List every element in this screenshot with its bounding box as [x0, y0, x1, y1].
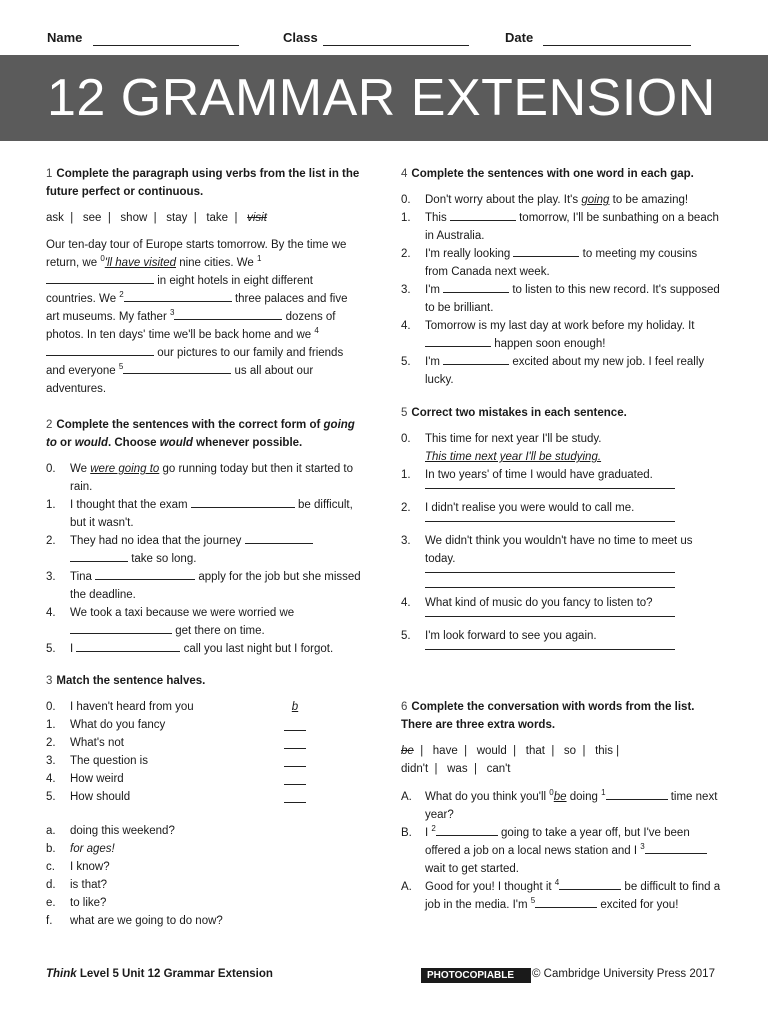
- exercise-1-instruction: 1 Complete the paragraph using verbs from the list in the future perfect or continuous.: [46, 168, 360, 198]
- exercise-4-item: 5. I'm excited about my new job. I feel really lucky.: [401, 353, 723, 389]
- exercise-4-item: 3. I'm to listen to this new record. It's supposed to be brilliant.: [401, 281, 723, 317]
- page-footer: [46, 968, 726, 984]
- exercise-3: [46, 672, 364, 930]
- class-field[interactable]: [323, 45, 469, 46]
- gap[interactable]: [70, 550, 128, 562]
- answer-line[interactable]: [425, 488, 675, 489]
- exercise-5-item: 5. I'm look forward to see you again.: [401, 630, 597, 642]
- match-answer-blank[interactable]: [284, 734, 306, 749]
- exercise-4-item: 2. I'm really looking to meeting my cousins from Canada next week.: [401, 245, 723, 281]
- match-ending: c. I know?: [46, 861, 110, 873]
- class-label: Class: [283, 30, 318, 45]
- gap-2[interactable]: [124, 290, 232, 302]
- gap[interactable]: [76, 640, 180, 652]
- date-label: Date: [505, 30, 534, 45]
- answer-line[interactable]: [425, 587, 675, 588]
- example-answer: 'll have visited: [104, 257, 177, 269]
- exercise-1-word-list: ask | see | show | stay | take | visit: [46, 212, 267, 224]
- footer-book-title: Think Level 5 Unit 12 Grammar Extension: [46, 968, 273, 980]
- gap[interactable]: [443, 281, 509, 293]
- conversation-line: B. I $^2$ going to take a year off, but I've been offered a job on a local news station and I $^3$ wait to get started.: [401, 824, 723, 878]
- gap-3[interactable]: [645, 842, 707, 854]
- exercise-2-item: 4. We took a taxi because we were worried we get there on time.: [46, 607, 295, 637]
- name-field[interactable]: [93, 45, 239, 46]
- gap[interactable]: [95, 568, 195, 580]
- match-ending: b. for ages!: [46, 843, 115, 855]
- match-ending: f. what are we going to do now?: [46, 915, 223, 927]
- gap[interactable]: [425, 335, 491, 347]
- match-ending: a. doing this weekend?: [46, 825, 175, 837]
- exercise-4-item: 1. This tomorrow, I'll be sunbathing on a beach in Australia.: [401, 209, 723, 245]
- match-item: 3. The question is: [46, 752, 364, 770]
- gap[interactable]: [70, 622, 172, 634]
- copyright-notice: © Cambridge University Press 2017: [532, 968, 715, 980]
- exercise-5-instruction: 5 Correct two mistakes in each sentence.: [401, 407, 627, 419]
- gap[interactable]: [191, 496, 295, 508]
- gap-5[interactable]: [535, 896, 597, 908]
- answer-line[interactable]: [425, 616, 675, 617]
- match-item: 5. How should: [46, 788, 364, 806]
- gap-3[interactable]: [174, 308, 282, 320]
- exercise-5-item: 0. This time for next year I'll be study. This time next year I'll be studying.: [401, 433, 602, 463]
- match-answer-blank[interactable]: [284, 788, 306, 803]
- match-ending: d. is that?: [46, 879, 108, 891]
- match-answer-blank[interactable]: [284, 752, 306, 767]
- exercise-6: [401, 698, 723, 914]
- exercise-5: [401, 404, 723, 650]
- answer-line[interactable]: [425, 572, 675, 573]
- exercise-2-item: 0. We were going to go running today but then it started to rain.: [46, 463, 354, 493]
- gap-1[interactable]: [606, 788, 668, 800]
- gap-1[interactable]: [46, 272, 154, 284]
- answer-line[interactable]: [425, 521, 675, 522]
- gap-4[interactable]: [559, 878, 621, 890]
- match-item: 1. What do you fancy: [46, 716, 364, 734]
- exercise-2: [46, 416, 364, 658]
- exercise-4-item: 0. Don't worry about the play. It's going to be amazing!: [401, 194, 689, 206]
- match-answer-blank[interactable]: [284, 770, 306, 785]
- exercise-5-item: 3. We didn't think you wouldn't have no time to meet us today.: [401, 535, 693, 565]
- page-title: 12 GRAMMAR EXTENSION: [47, 69, 716, 127]
- match-item: 2. What's not: [46, 734, 364, 752]
- exercise-2-item: 3. Tina apply for the job but she missed the deadline.: [46, 568, 364, 604]
- exercise-1-paragraph: Our ten-day tour of Europe starts tomorrow. By the time we return, we $^0$'ll have visited nine cities. We $^1$ in eight hotels in eight different countries. We $^2$ three palaces and five art museums. My father $^3$ dozens of photos. In ten days' time we'll be back home and we $^4$ our pictures to our family and friends and everyone $^5$ us all about our adventures.: [46, 239, 348, 395]
- conversation-line: A. What do you think you'll $^0$be doing $^1$ time next year?: [401, 788, 718, 821]
- student-details-header: [0, 30, 768, 50]
- exercise-1: [46, 165, 364, 398]
- gap[interactable]: [450, 209, 516, 221]
- exercise-6-word-list: be | have | would | that | so | this | didn't | was | can't: [401, 745, 620, 775]
- exercise-5-item: 4. What kind of music do you fancy to listen to?: [401, 597, 653, 609]
- photocopiable-badge: PHOTOCOPIABLE: [421, 968, 531, 983]
- match-answer-blank[interactable]: [284, 716, 306, 731]
- exercise-2-item: 1. I thought that the exam be difficult, but it wasn't.: [46, 496, 364, 532]
- gap-2[interactable]: [436, 824, 498, 836]
- match-item: 0. I haven't heard from you b: [46, 701, 299, 713]
- exercise-4-item: 4. Tomorrow is my last day at work before my holiday. It happen soon enough!: [401, 320, 695, 350]
- match-item: 4. How weird: [46, 770, 364, 788]
- exercise-6-instruction: 6 Complete the conversation with words from the list. There are three extra words.: [401, 701, 695, 731]
- title-banner: [0, 55, 768, 141]
- gap[interactable]: [443, 353, 509, 365]
- gap[interactable]: [245, 532, 313, 544]
- exercise-2-instruction: 2 Complete the sentences with the correct form of going to or would. Choose would whenever possible.: [46, 419, 355, 449]
- exercise-4-instruction: 4 Complete the sentences with one word in each gap.: [401, 168, 694, 180]
- exercise-2-item: 5. I call you last night but I forgot.: [46, 640, 364, 658]
- match-ending: e. to like?: [46, 897, 107, 909]
- exercise-5-item: 1. In two years' of time I would have graduated.: [401, 469, 653, 481]
- gap-5[interactable]: [123, 362, 231, 374]
- exercise-3-instruction: 3 Match the sentence halves.: [46, 675, 206, 687]
- answer-line[interactable]: [425, 649, 675, 650]
- name-label: Name: [47, 30, 83, 45]
- exercise-5-item: 2. I didn't realise you were would to call me.: [401, 502, 635, 514]
- gap-4[interactable]: [46, 344, 154, 356]
- exercise-2-item: 2. They had no idea that the journey take so long.: [46, 532, 364, 568]
- conversation-line: A. Good for you! I thought it $^4$ be difficult to find a job in the media. I'm $^5$ excited for you!: [401, 878, 721, 911]
- exercise-4: [401, 165, 723, 389]
- gap[interactable]: [513, 245, 579, 257]
- date-field[interactable]: [543, 45, 691, 46]
